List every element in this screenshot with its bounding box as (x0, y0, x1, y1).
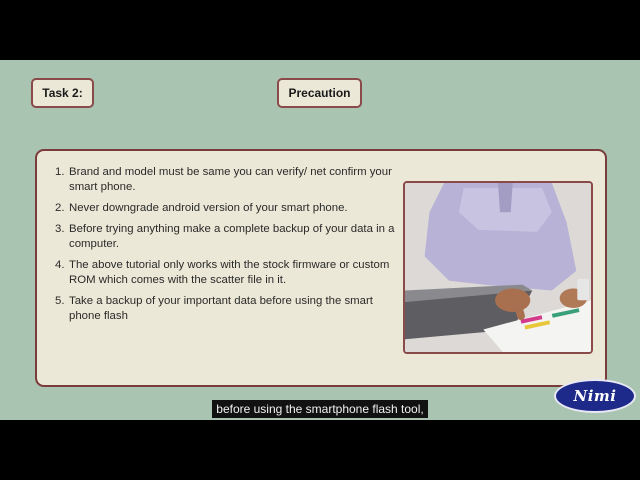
list-item (55, 201, 397, 216)
slide-area (0, 60, 640, 420)
list-item-number: 4. (55, 259, 65, 271)
list-item-text: Brand and model must be same you can verify/ net confirm your smart phone. (69, 166, 392, 193)
precaution-list (55, 165, 397, 330)
photo-illustration (405, 183, 591, 352)
list-item (55, 294, 397, 324)
list-item (55, 222, 397, 252)
list-item (55, 165, 397, 195)
section-title-box (277, 78, 362, 108)
nimi-logo-text: Nimi (573, 387, 617, 405)
list-item (55, 258, 397, 288)
task-label: Task 2: (42, 86, 83, 100)
list-item-number: 3. (55, 223, 65, 235)
content-panel (35, 149, 607, 387)
list-item-number: 2. (55, 202, 65, 214)
section-title: Precaution (288, 86, 351, 100)
photo-man-with-laptop (403, 181, 593, 354)
task-label-box (31, 78, 94, 108)
list-item-text: Before trying anything make a complete backup of your data in a computer. (69, 223, 395, 250)
list-item-text: Never downgrade android version of your smart phone. (69, 202, 348, 214)
video-subtitle (0, 400, 640, 418)
list-item-text: Take a backup of your important data before using the smart phone flash (69, 295, 373, 322)
subtitle-text: before using the smartphone flash tool, (212, 400, 427, 418)
list-item-text: The above tutorial only works with the stock firmware or custom ROM which comes with the scatter file in it. (69, 259, 390, 286)
list-item-number: 1. (55, 166, 65, 178)
list-item-number: 5. (55, 295, 65, 307)
